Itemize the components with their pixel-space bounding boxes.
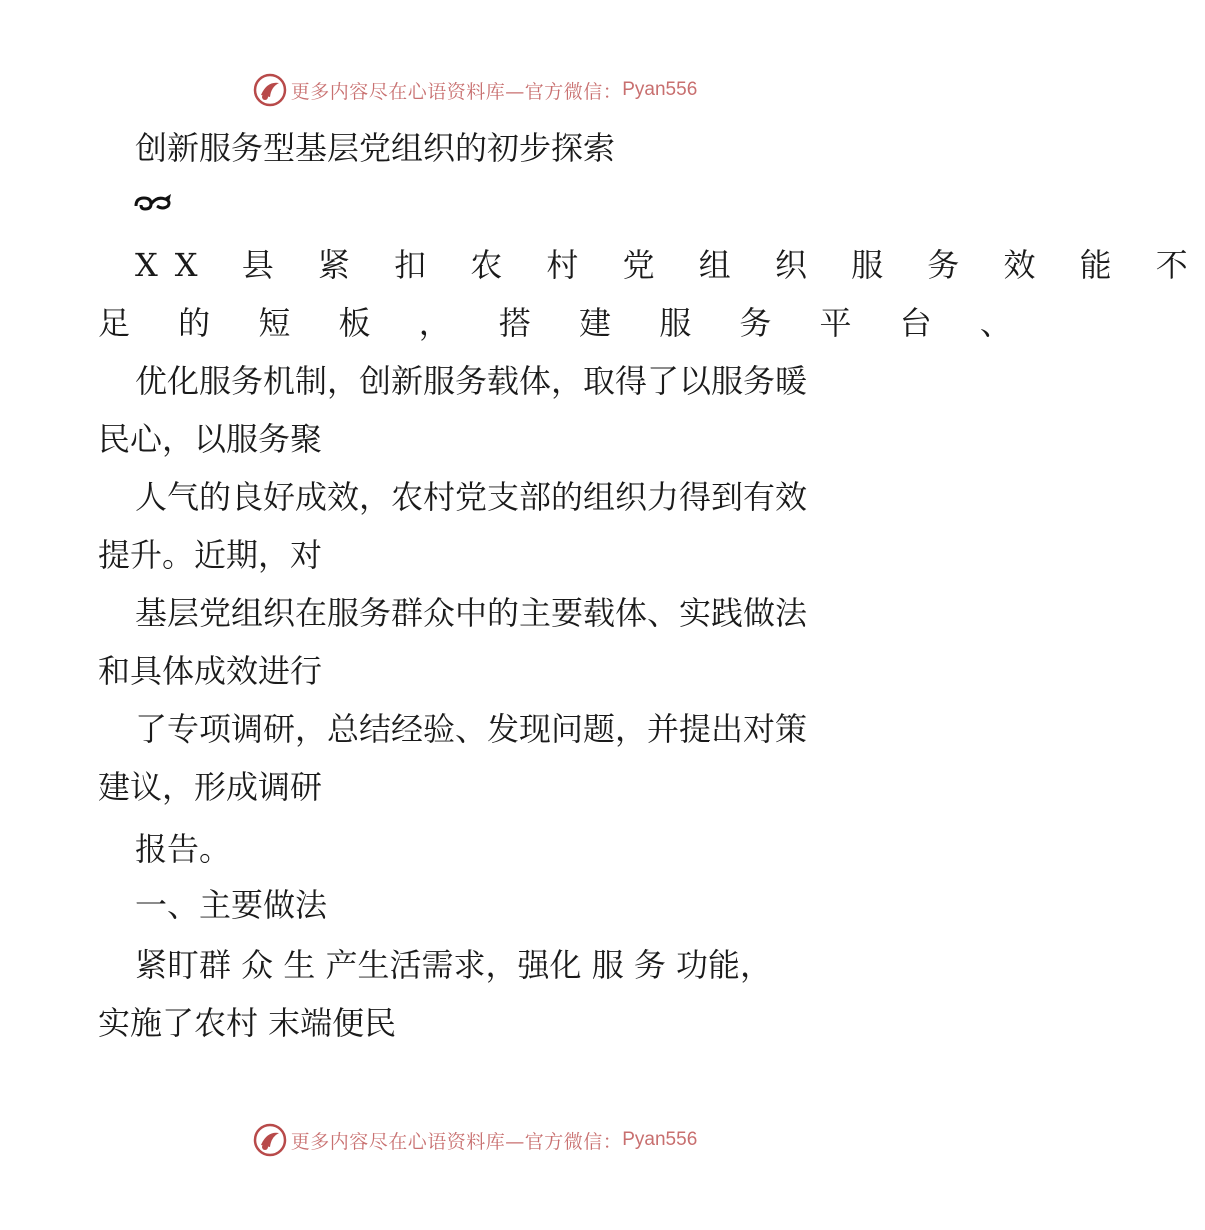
paragraph-line-10: 建议，形成调研 xyxy=(98,768,323,806)
seal-logo-icon xyxy=(253,1123,287,1157)
paragraph-line-9: 了专项调研，总结经验、发现问题，并提出对策 xyxy=(135,710,808,748)
document-title: 创新服务型基层党组织的初步探索 xyxy=(135,129,616,167)
paragraph-line-1: XX 县 紧 扣 农 村 党 组 织 服 务 效 能 不 xyxy=(135,246,1205,284)
section-heading: 一、主要做法 xyxy=(135,886,328,924)
paragraph-line-11: 报告。 xyxy=(135,830,232,868)
paragraph-line-2: 足 的 短 板 ， 搭 建 服 务 平 台 、 xyxy=(98,304,1031,342)
paragraph-line-3: 优化服务机制，创新服务载体，取得了以服务暖 xyxy=(135,362,808,400)
header-banner xyxy=(0,70,950,110)
paragraph-line-14: 实施了农村 末端便民 xyxy=(98,1004,397,1042)
paragraph-line-8: 和具体成效进行 xyxy=(98,652,323,690)
banner-text: 更多内容尽在心语资料库—官方微信： xyxy=(290,1130,623,1153)
paragraph-line-5: 人气的良好成效，农村党支部的组织力得到有效 xyxy=(135,478,808,516)
paragraph-line-4: 民心，以服务聚 xyxy=(98,420,323,458)
paragraph-line-13: 紧盯群 众 生 产生活需求，强化 服 务 功能， xyxy=(135,946,773,984)
swirl-ornament-icon xyxy=(133,190,173,220)
banner-wechat-id: Pyan556 xyxy=(622,79,698,100)
footer-banner xyxy=(0,1120,950,1160)
seal-logo-icon xyxy=(253,73,287,107)
banner-wechat-id: Pyan556 xyxy=(622,1129,698,1150)
paragraph-line-7: 基层党组织在服务群众中的主要载体、实践做法 xyxy=(135,594,808,632)
paragraph-line-6: 提升。近期，对 xyxy=(98,536,323,574)
banner-text: 更多内容尽在心语资料库—官方微信： xyxy=(290,80,623,103)
